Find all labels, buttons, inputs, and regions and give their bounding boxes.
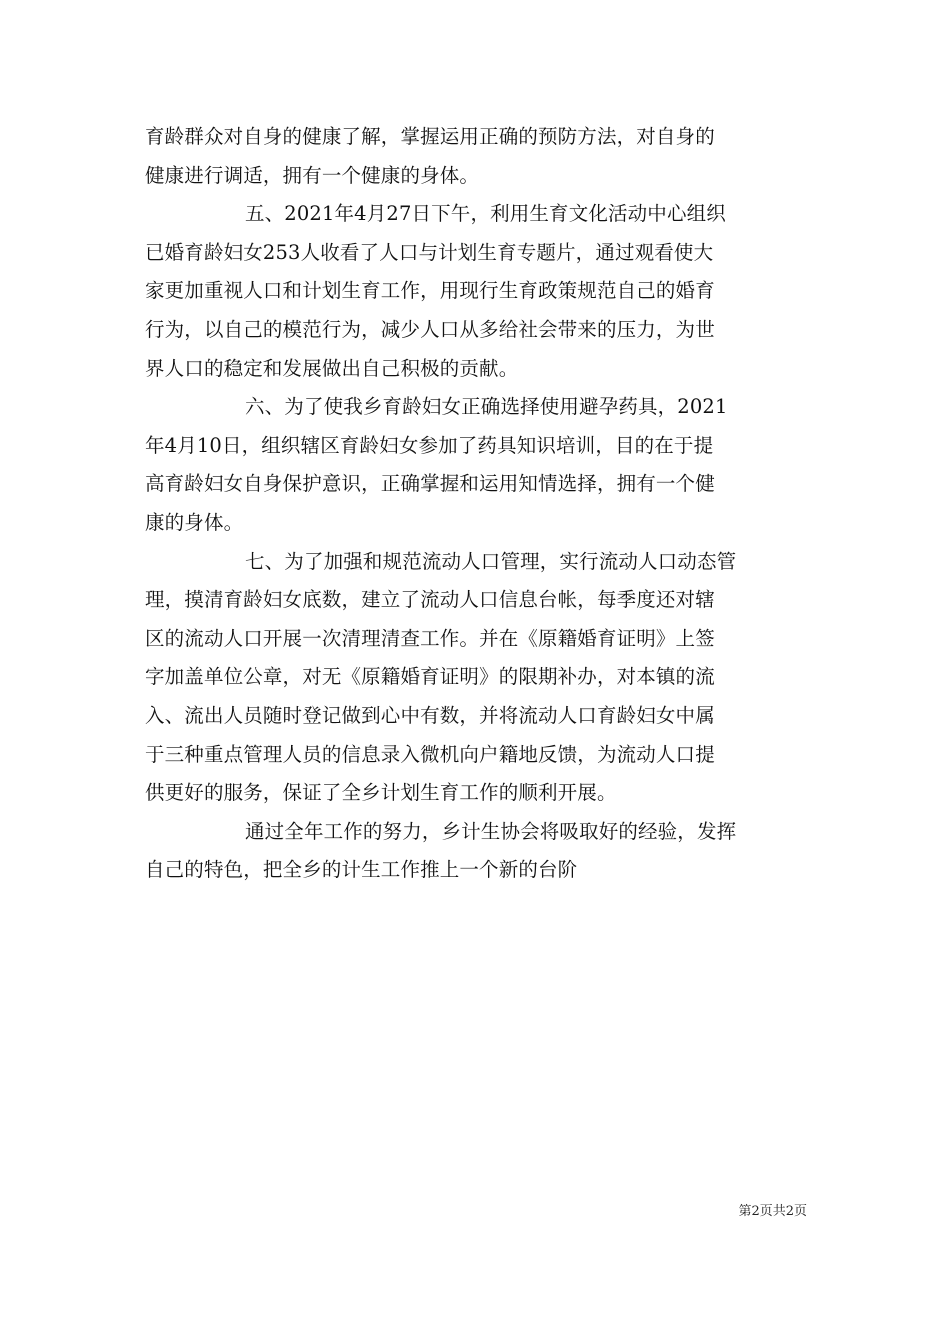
text-line: 高育龄妇女自身保护意识，正确掌握和运用知情选择，拥有一个健	[145, 472, 715, 496]
text-line: 五、2021年4月27日下午，利用生育文化活动中心组织	[245, 202, 726, 226]
text-line: 康的身体。	[145, 510, 244, 534]
text-line: 自己的特色，把全乡的计生工作推上一个新的台阶	[145, 858, 578, 882]
text-line: 界人口的稳定和发展做出自己积极的贡献。	[145, 356, 519, 380]
text-line: 育龄群众对自身的健康了解，掌握运用正确的预防方法，对自身的	[145, 125, 715, 148]
text-line: 六、为了使我乡育龄妇女正确选择使用避孕药具，2021	[245, 395, 728, 419]
document-body	[145, 118, 810, 890]
text-line: 家更加重视人口和计划生育工作，用现行生育政策规范自己的婚育	[145, 279, 715, 303]
page-number-footer: 第2页共2页	[738, 1204, 807, 1219]
text-line: 于三种重点管理人员的信息录入微机向户籍地反馈，为流动人口提	[145, 742, 715, 766]
text-line: 行为，以自己的模范行为，减少人口从多给社会带来的压力，为世	[145, 317, 715, 341]
text-line: 已婚育龄妇女253人收看了人口与计划生育专题片，通过观看使大	[145, 240, 714, 264]
text-line: 健康进行调适，拥有一个健康的身体。	[145, 163, 480, 187]
text-line: 入、流出人员随时登记做到心中有数，并将流动人口育龄妇女中属	[145, 703, 715, 727]
text-line: 理，摸清育龄妇女底数，建立了流动人口信息台帐，每季度还对辖	[145, 588, 715, 612]
text-line: 区的流动人口开展一次清理清查工作。并在《原籍婚育证明》上签	[145, 626, 715, 650]
text-line: 字加盖单位公章，对无《原籍婚育证明》的限期补办，对本镇的流	[145, 665, 715, 689]
text-line: 通过全年工作的努力，乡计生协会将吸取好的经验，发挥	[245, 819, 737, 843]
text-line: 年4月10日，组织辖区育龄妇女参加了药具知识培训，目的在于提	[145, 433, 714, 457]
text-line: 供更好的服务，保证了全乡计划生育工作的顺利开展。	[145, 781, 617, 805]
text-line: 七、为了加强和规范流动人口管理，实行流动人口动态管	[245, 549, 737, 573]
